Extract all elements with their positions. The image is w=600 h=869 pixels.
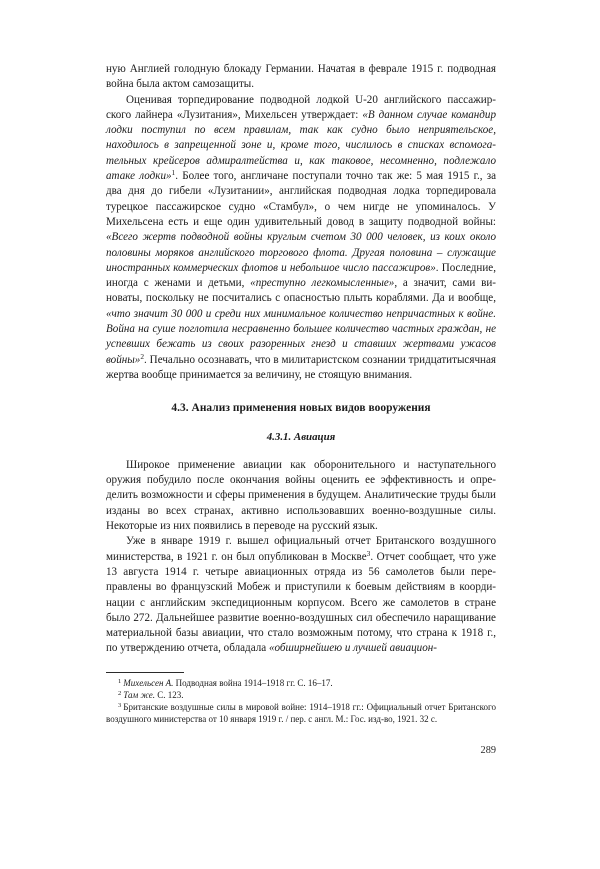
paragraph-2 — [106, 93, 496, 384]
footnote-area — [106, 672, 496, 725]
footnote-1 — [106, 677, 496, 689]
text-run: Подводная война 1914–1918 гг. С. 16–17. — [173, 678, 333, 688]
footnote-reference: 3 — [366, 548, 371, 558]
italic-run: Михельсен А. — [123, 678, 174, 688]
text-run: Уже в январе 1919 г. вышел официальный отчет Британского воздушного министерства, в 1921 г. он был опубликован в Москве — [106, 535, 496, 563]
footnote-reference: 1 — [171, 168, 176, 178]
paragraph-1 — [106, 62, 496, 93]
footnote-number: 3 — [118, 701, 122, 709]
italic-run: Там же. — [123, 690, 155, 701]
section-heading: 4.3. Анализ применения новых видов вооружения — [171, 402, 431, 415]
italic-run: «что значит 30 000 и среди них минимальное количество непричастных к войне. Война на суше поглотила несравненно большее количество частных граждан, не успевших бежать из своих разоренных гнезд и ставших жертвами ужасов войны» — [106, 307, 496, 366]
text-run: . Отчет сообщает, что уже 13 августа 1914 г. четыре авиационных отряда из 56 самолетов были переправлены во французский Мобеж и приступили к боевым действиям в координации с английским экспедиционным корпусом. Всего же самолетов в стране было 272. Дальнейшее развитие военно-воздушных сил обеспечило наращивание материальной базы авиации, что стало возможным потому, что страна к 1918 г., по утверждению отчета, обладала — [106, 550, 496, 655]
italic-run: «преступно легкомысленные» — [250, 277, 395, 290]
footnote-2 — [106, 689, 496, 701]
paragraph-4 — [106, 534, 496, 656]
text-run: . Последние, иногда с женами и детьми, — [106, 261, 496, 290]
footnote-text — [106, 702, 496, 724]
text-run: ную Англией голодную блокаду Германии. Начатая в феврале 1915 г. подводная война была актом самозащиты. — [106, 63, 496, 91]
page-number: 289 — [480, 745, 496, 756]
page-text-column — [106, 62, 496, 657]
text-run: . Более того, англичане поступали точно так же: 5 мая 1915 г., за два дня до гибели «Лузитании», английская подводная лодка торпедировала турецкое пассажирское судно «Стамбул», о чем нигде не упоминалось. У Михельсена есть и еще один удивительный довод в защиту подводной войны: — [106, 170, 497, 228]
text-run: Широкое применение авиации как оборонительного и наступательного оружия побудило после окончания войны оценить ее эффективность и определить возможности и сферы применения в будущем. Аналитические труды были изданы во всех странах, активно использовавших военно-воздушные силы. Некоторые из них появились в переводе на русский язык. — [106, 458, 496, 533]
text-run: , а значит, сами виноваты, поскольку не посчитались с опасностью плыть кораблями. Да и вообще, — [106, 277, 496, 305]
footnote-text — [123, 678, 332, 688]
text-run: Британские воздушные силы в мировой войне: 1914–1918 гг.: Официальный отчет Британского воздушного министерства от 10 января 1919 г. / пер. с англ. М.: Гос. изд-во, 1921. 32 с. — [106, 702, 496, 725]
text-run: С. 123. — [154, 690, 184, 701]
italic-run: «обширнейшею и лучшей авиацион- — [268, 642, 437, 655]
text-run: Оценивая торпедирование подводной лодкой U-20 английского пассажирского лайнера «Лузитания», Михельсен утверждает: — [106, 93, 496, 121]
footnote-3 — [106, 701, 496, 725]
footnote-number: 2 — [118, 689, 122, 697]
footnote-number: 1 — [118, 677, 122, 685]
italic-run: «Всего жертв подводной войны круглым счетом 30 000 человек, из коих около половины моряков английского торгового флота. Другая половина – служащие иностранных коммерческих флотов и небольшое число пассажиров» — [106, 231, 496, 274]
italic-run: «В данном случае командир лодки поступил по всем правилам, так как судно было неприятельское, находилось в запрещенной зоне и, кроме того, числилось в списках вспомогательных крейсеров адмиралтейства и, как таковое, несомненно, подлежало атаке лодки» — [106, 108, 497, 183]
subsection-heading: 4.3.1. Авиация — [266, 430, 336, 443]
text-run: . Печально осознавать, что в милитаристском сознании тридцатитысячная жертва вообще принимается за величину, не стоящую внимания. — [106, 353, 496, 381]
footnote-reference: 2 — [140, 351, 145, 361]
footnote-separator-rule — [106, 672, 184, 673]
paragraph-3 — [106, 458, 496, 534]
footnote-text — [123, 690, 183, 700]
